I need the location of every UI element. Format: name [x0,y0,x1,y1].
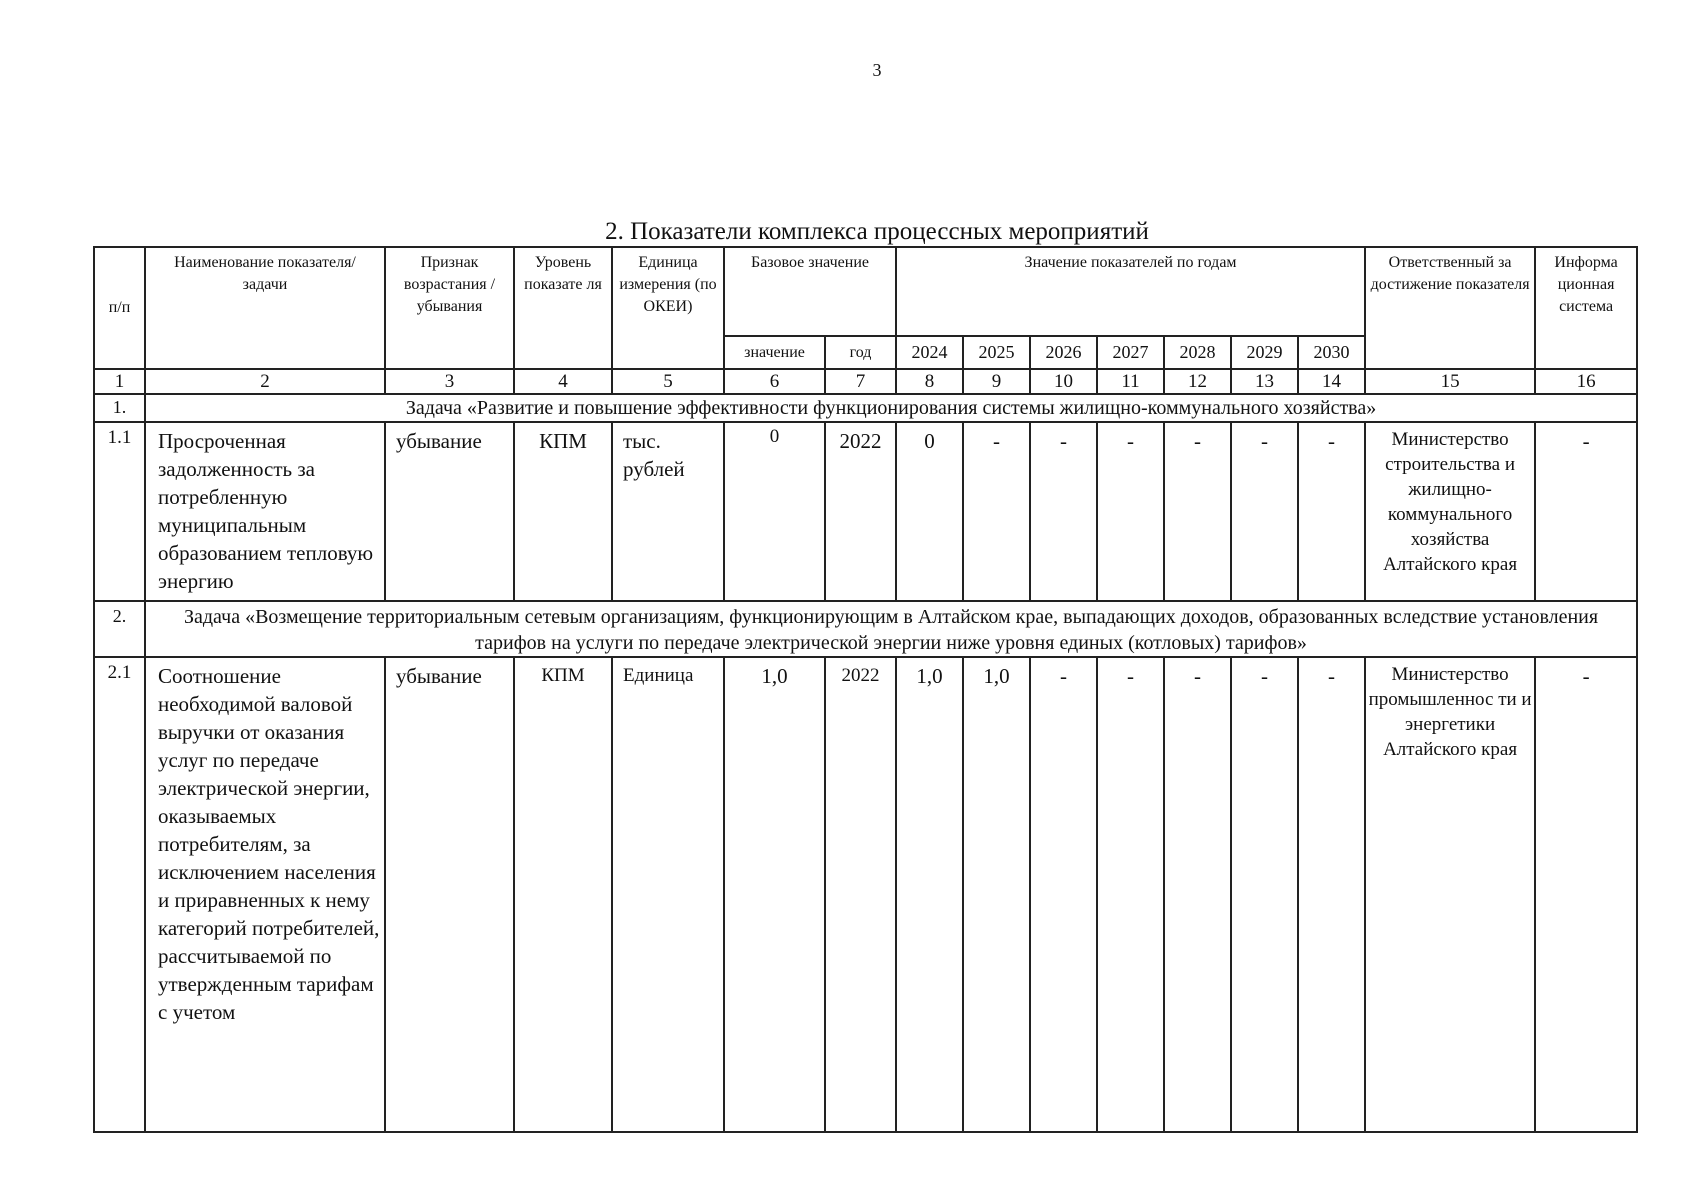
table-row [94,657,1637,1132]
year-value: - [1097,657,1164,1132]
indicator-level: КПМ [514,422,612,601]
indicator-name: Соотношение необходимой валовой выручки от оказания услуг по передаче электрической энергии, оказываемых потребителям, за исключением населения и приравненных к нему категорий потребителей, рассчитываемой по утвержденным тарифам с учетом [145,657,385,1132]
base-year: 2022 [825,422,896,601]
column-number: 15 [1365,369,1535,394]
header-base-year: год [825,336,896,369]
column-number: 7 [825,369,896,394]
row-number: 1.1 [94,422,145,601]
column-number: 13 [1231,369,1298,394]
column-number: 4 [514,369,612,394]
year-value: - [1298,422,1365,601]
task-number: 2. [94,601,145,657]
column-number: 16 [1535,369,1637,394]
header-sign: Признак возрастания /убывания [385,247,514,369]
indicator-sign: убывание [385,657,514,1132]
header-base-value: значение [724,336,825,369]
header-pp: п/п [94,247,145,369]
header-year: 2027 [1097,336,1164,369]
year-value: - [963,422,1030,601]
base-value: 0 [724,422,825,601]
indicator-unit: Единица [612,657,724,1132]
header-year: 2025 [963,336,1030,369]
header-name: Наименование показателя/задачи [145,247,385,369]
responsible-org: Министерство строительства и жилищно-коммунального хозяйства Алтайского края [1365,422,1535,601]
column-number: 3 [385,369,514,394]
year-value: 0 [896,422,963,601]
task-title: Задача «Возмещение территориальным сетевым организациям, функционирующим в Алтайском крае, выпадающих доходов, образованных вследствие установления тарифов на услуги по передаче электрической энергии ниже уровня единых (котловых) тарифов» [145,601,1637,657]
header-year: 2028 [1164,336,1231,369]
year-value: 1,0 [896,657,963,1132]
row-number: 2.1 [94,657,145,1132]
indicator-sign: убывание [385,422,514,601]
column-number: 10 [1030,369,1097,394]
column-number: 2 [145,369,385,394]
task-number: 1. [94,394,145,422]
section-title: 2. Показатели комплекса процессных мероприятий [605,218,1149,245]
column-number: 14 [1298,369,1365,394]
base-value: 1,0 [724,657,825,1132]
header-unit: Единица измерения (по ОКЕИ) [612,247,724,369]
info-system: - [1535,657,1637,1132]
column-number: 6 [724,369,825,394]
year-value: - [1164,422,1231,601]
year-value: - [1231,422,1298,601]
indicator-name: Просроченная задолженность за потребленную муниципальным образованием тепловую энергию [145,422,385,601]
responsible-org: Министерство промышленнос ти и энергетики Алтайского края [1365,657,1535,1132]
year-value: - [1298,657,1365,1132]
column-number: 5 [612,369,724,394]
header-responsible: Ответственный за достижение показателя [1365,247,1535,369]
info-system: - [1535,422,1637,601]
year-value: - [1030,422,1097,601]
header-year: 2030 [1298,336,1365,369]
header-by-years: Значение показателей по годам [896,247,1365,336]
column-number: 8 [896,369,963,394]
column-number: 1 [94,369,145,394]
header-base: Базовое значение [724,247,896,336]
column-number: 11 [1097,369,1164,394]
year-value: - [1097,422,1164,601]
header-info-system: Информа ционная система [1535,247,1637,369]
header-year: 2029 [1231,336,1298,369]
indicator-level: КПМ [514,657,612,1132]
column-number: 9 [963,369,1030,394]
header-year: 2026 [1030,336,1097,369]
indicators-table [93,246,1638,1133]
year-value: 1,0 [963,657,1030,1132]
header-level: Уровень показате ля [514,247,612,369]
task-title: Задача «Развитие и повышение эффективности функционирования системы жилищно-коммунального хозяйства» [145,394,1637,422]
header-year: 2024 [896,336,963,369]
year-value: - [1164,657,1231,1132]
table-row [94,422,1637,601]
column-number: 12 [1164,369,1231,394]
year-value: - [1030,657,1097,1132]
page-number: 3 [872,60,882,80]
indicator-unit: тыс. рублей [612,422,724,601]
year-value: - [1231,657,1298,1132]
base-year: 2022 [825,657,896,1132]
